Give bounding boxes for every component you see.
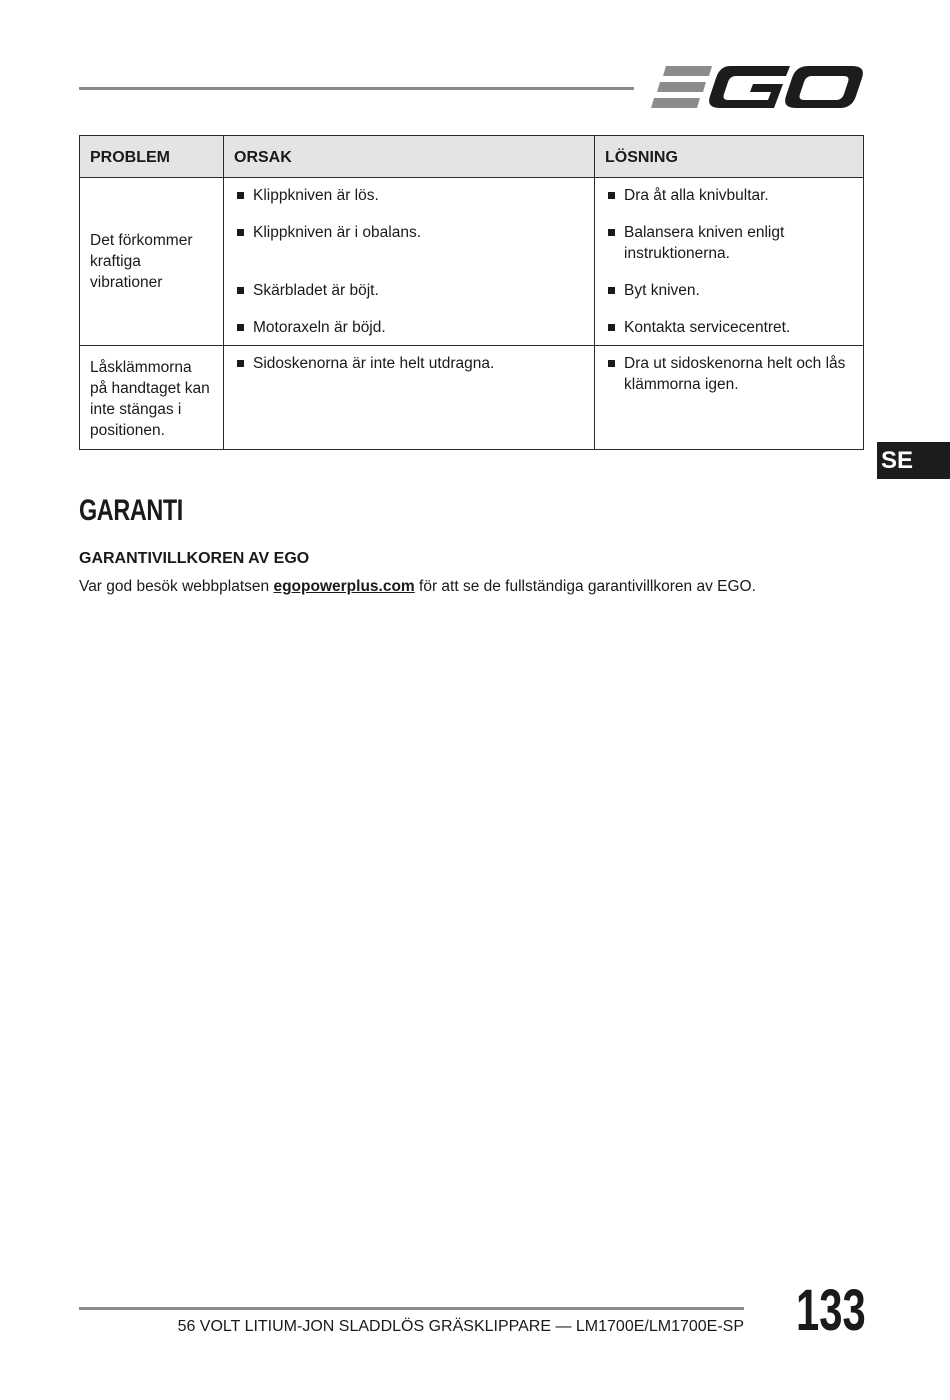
header-solution: LÖSNING bbox=[595, 136, 864, 178]
solution-item: Byt kniven. bbox=[605, 280, 853, 301]
solution-item: Dra åt alla knivbultar. bbox=[605, 185, 853, 206]
problem-cell: Låsklämmorna på handtaget kan inte stängas i positionen. bbox=[80, 346, 224, 450]
warranty-link[interactable]: egopowerplus.com bbox=[273, 578, 415, 595]
table-header-row bbox=[80, 136, 864, 178]
section-subtitle: GARANTIVILLKOREN AV EGO bbox=[79, 550, 310, 567]
problem-cell: Det förkommer kraftiga vibrationer bbox=[80, 178, 224, 346]
table-row bbox=[80, 346, 864, 450]
footer-rule bbox=[79, 1307, 744, 1310]
solution-item: Kontakta servicecentret. bbox=[605, 317, 853, 338]
section-title: GARANTI bbox=[79, 494, 183, 527]
cause-cell bbox=[224, 346, 595, 450]
solution-item: Balansera kniven enligt instruktionerna. bbox=[605, 222, 853, 264]
header-problem: PROBLEM bbox=[80, 136, 224, 178]
solution-cell bbox=[595, 346, 864, 450]
cause-item: Sidoskenorna är inte helt utdragna. bbox=[234, 353, 584, 374]
warranty-text-before: Var god besök webbplatsen bbox=[79, 578, 274, 595]
ego-logo bbox=[650, 62, 865, 114]
footer-text: 56 VOLT LITIUM-JON SLADDLÖS GRÄSKLIPPARE — LM1700E/LM1700E-SP bbox=[177, 1318, 744, 1335]
page-number: 133 bbox=[796, 1278, 866, 1343]
cause-item: Motoraxeln är böjd. bbox=[234, 317, 584, 338]
cause-item: Skärbladet är böjt. bbox=[234, 280, 584, 301]
table-row bbox=[80, 178, 864, 346]
warranty-text bbox=[79, 578, 756, 596]
language-tab-se: SE bbox=[877, 442, 950, 479]
cause-cell bbox=[224, 178, 595, 346]
troubleshooting-table bbox=[79, 135, 864, 450]
solution-item: Dra ut sidoskenorna helt och lås klämmorna igen. bbox=[605, 353, 853, 395]
cause-item: Klippkniven är i obalans. bbox=[234, 222, 584, 264]
solution-cell bbox=[595, 178, 864, 346]
header-rule bbox=[79, 87, 634, 90]
cause-item: Klippkniven är lös. bbox=[234, 185, 584, 206]
header-cause: ORSAK bbox=[224, 136, 595, 178]
warranty-text-after: för att se de fullständiga garantivillkoren av EGO. bbox=[414, 578, 756, 595]
